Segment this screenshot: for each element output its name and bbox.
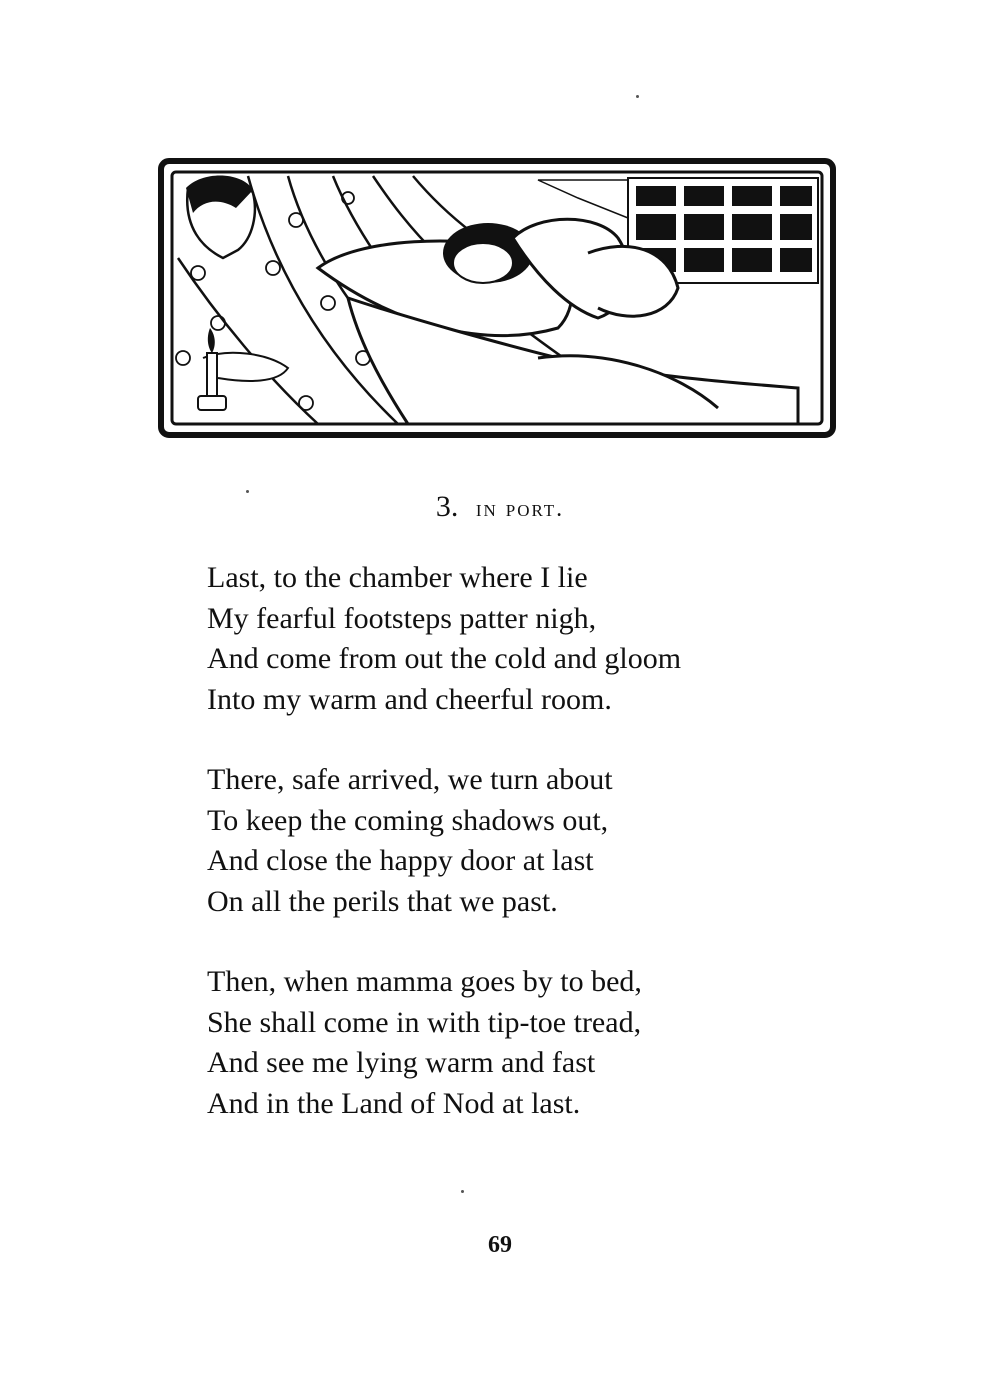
poem-number: 3. xyxy=(435,490,459,523)
poem-line: On all the perils that we past. xyxy=(207,884,558,918)
poem-line: Into my warm and cheerful room. xyxy=(207,682,612,716)
poem-line: Last, to the chamber where I lie xyxy=(207,561,588,594)
poem-title: in port. xyxy=(475,496,565,522)
print-speck xyxy=(461,1190,464,1193)
poem-line: Then, when mamma goes by to bed, xyxy=(207,965,642,998)
poem-line: To keep the coming shadows out, xyxy=(207,803,609,837)
print-speck xyxy=(636,95,639,98)
poem-body xyxy=(207,558,847,1164)
stanza-1 xyxy=(207,558,847,720)
headpiece-illustration xyxy=(158,158,836,438)
poem-line: She shall come in with tip-toe tread, xyxy=(207,1005,642,1039)
poem-line: And see me lying warm and fast xyxy=(207,1046,596,1079)
poem-line: And close the happy door at last xyxy=(207,844,594,877)
poem-line: My fearful footsteps patter nigh, xyxy=(207,601,597,635)
stanza-2 xyxy=(207,760,847,922)
page-number: 69 xyxy=(488,1232,512,1258)
poem-line: And come from out the cold and gloom xyxy=(207,642,682,675)
poem-line: And in the Land of Nod at last. xyxy=(207,1086,581,1120)
print-speck xyxy=(246,490,249,493)
stanza-3 xyxy=(207,962,847,1124)
poem-heading xyxy=(0,490,1000,524)
poem-line: There, safe arrived, we turn about xyxy=(207,763,613,796)
